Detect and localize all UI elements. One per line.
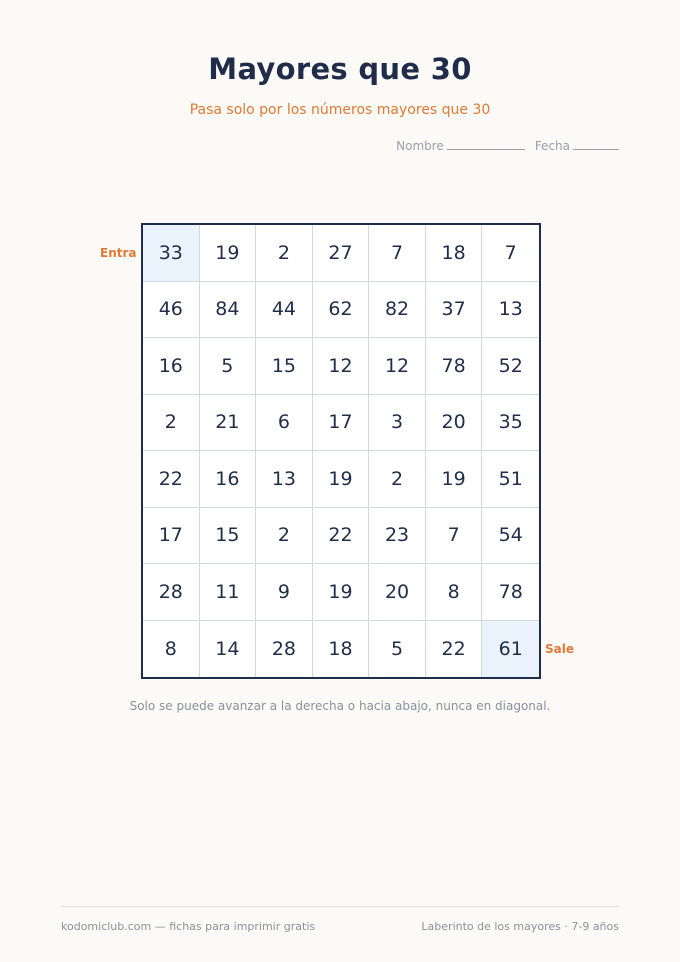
maze-cell[interactable]: 82 (369, 282, 426, 339)
maze-cell[interactable]: 5 (369, 621, 426, 678)
maze-cell[interactable]: 17 (313, 395, 370, 452)
instruction-text: Solo se puede avanzar a la derecha o hacia abajo, nunca en diagonal. (129, 699, 551, 713)
maze-cell[interactable]: 14 (200, 621, 257, 678)
maze-cell[interactable]: 52 (482, 338, 539, 395)
maze-cell[interactable]: 54 (482, 508, 539, 565)
maze-cell[interactable]: 9 (256, 564, 313, 621)
maze-cell[interactable]: 13 (482, 282, 539, 339)
maze-cell[interactable]: 37 (426, 282, 483, 339)
maze-cell[interactable]: 2 (256, 508, 313, 565)
maze-cell[interactable]: 22 (426, 621, 483, 678)
maze-cell[interactable]: 2 (256, 225, 313, 282)
maze-cell[interactable]: 33 (143, 225, 200, 282)
maze-cell[interactable]: 18 (426, 225, 483, 282)
maze-cell[interactable]: 2 (369, 451, 426, 508)
maze-cell[interactable]: 13 (256, 451, 313, 508)
maze-cell[interactable]: 7 (482, 225, 539, 282)
date-field[interactable] (535, 139, 619, 153)
maze-cell[interactable]: 44 (256, 282, 313, 339)
maze-cell[interactable]: 6 (256, 395, 313, 452)
maze-cell[interactable]: 51 (482, 451, 539, 508)
maze-cell[interactable]: 46 (143, 282, 200, 339)
maze-cell[interactable]: 3 (369, 395, 426, 452)
maze-cell[interactable]: 35 (482, 395, 539, 452)
date-label: Fecha (534, 139, 570, 153)
name-blank (447, 139, 525, 150)
maze-cell[interactable]: 15 (200, 508, 257, 565)
maze-cell[interactable]: 19 (313, 564, 370, 621)
name-field[interactable] (396, 139, 525, 153)
maze-cell[interactable]: 12 (369, 338, 426, 395)
maze-cell[interactable]: 5 (200, 338, 257, 395)
maze-cell[interactable]: 62 (313, 282, 370, 339)
maze-cell[interactable]: 11 (200, 564, 257, 621)
exit-label: Sale (545, 642, 574, 656)
page-title: Mayores que 30 (208, 52, 472, 86)
maze-cell[interactable]: 16 (143, 338, 200, 395)
maze-cell[interactable]: 12 (313, 338, 370, 395)
entry-label: Entra (100, 246, 137, 260)
maze-cell[interactable]: 61 (482, 621, 539, 678)
maze-cell[interactable]: 21 (200, 395, 257, 452)
maze-cell[interactable]: 8 (426, 564, 483, 621)
maze-cell[interactable]: 78 (426, 338, 483, 395)
maze-cell[interactable]: 19 (200, 225, 257, 282)
maze-cell[interactable]: 28 (143, 564, 200, 621)
name-label: Nombre (396, 139, 444, 153)
name-date-fields (396, 139, 619, 153)
maze-cell[interactable]: 17 (143, 508, 200, 565)
maze-cell[interactable]: 19 (313, 451, 370, 508)
maze-cell[interactable]: 20 (369, 564, 426, 621)
maze-cell[interactable]: 16 (200, 451, 257, 508)
maze-cell[interactable]: 7 (426, 508, 483, 565)
maze-cell[interactable]: 22 (143, 451, 200, 508)
maze-cell[interactable]: 15 (256, 338, 313, 395)
number-maze (141, 223, 541, 679)
maze-cell[interactable]: 78 (482, 564, 539, 621)
maze-cell[interactable]: 20 (426, 395, 483, 452)
footer-divider (61, 906, 619, 907)
maze-cell[interactable]: 7 (369, 225, 426, 282)
maze-cell[interactable]: 18 (313, 621, 370, 678)
maze-cell[interactable]: 2 (143, 395, 200, 452)
maze-cell[interactable]: 19 (426, 451, 483, 508)
maze-cell[interactable]: 8 (143, 621, 200, 678)
maze-cell[interactable]: 22 (313, 508, 370, 565)
maze-cell[interactable]: 23 (369, 508, 426, 565)
maze-cell[interactable]: 27 (313, 225, 370, 282)
maze-cell[interactable]: 84 (200, 282, 257, 339)
footer-worksheet-info: Laberinto de los mayores · 7-9 años (421, 920, 619, 933)
footer-site: kodomiclub.com — fichas para imprimir gratis (61, 920, 316, 933)
maze-cell[interactable]: 28 (256, 621, 313, 678)
date-blank (573, 139, 619, 150)
subtitle: Pasa solo por los números mayores que 30 (189, 102, 491, 118)
